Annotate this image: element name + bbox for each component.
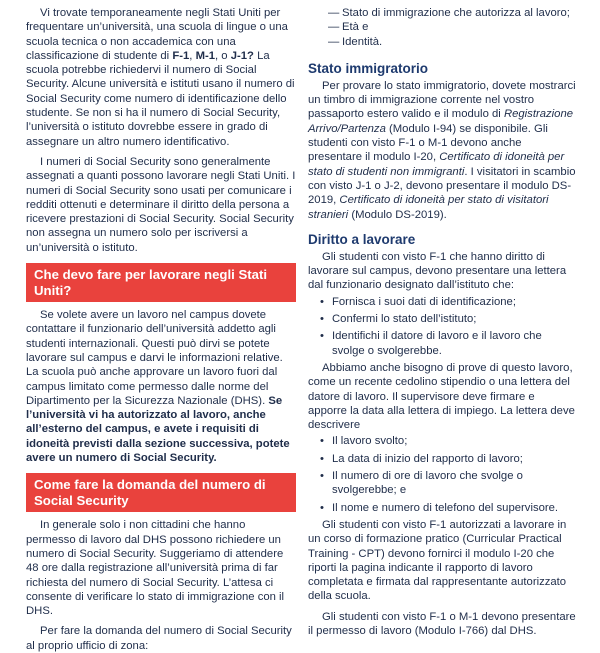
intro-paragraph [26,6,296,149]
form-name-italic: Certificato di idoneità per stato di studenti non immigranti [308,151,565,178]
visa-j1: J-1? [230,49,254,62]
list-item: — Età e [342,20,576,34]
right-column [308,6,576,638]
list-item: • Il nome e numero di telefono del supervisore. [332,501,576,515]
work-text-bold: Se l’università vi ha autorizzato al lavoro, anche all’esterno del campus, e avete i requisiti di idoneità previsti dalla sezione successiva, potete avere un numero di Social Security. [26,394,290,465]
intro-text-end: La scuola potrebbe richiedervi il numero di Social Security. Alcune università e istituti usano il numero di Social Security come numero di identificazione dello studente. Se non si ha il numero di Social Security, l’università o istituto dovrebbe essere in grado di assegnare un altro numero identificativo. [26,49,295,148]
immigration-text: (Modulo I-94) se disponibile. Gli studenti con visto F-1 o M-1 devono anche presentare il modulo I-20, [308,122,548,164]
visa-m1: M-1 [195,49,216,62]
apply-paragraph: In generale solo i non cittadini che hanno permesso di lavoro dal DHS possono richiedere un numero di Social Security. Suggeriamo di attendere 48 ore dalla registrazione all’università prima di far richiesta del numero di Social Security. L’attesa ci consente di verificare lo stato di immigrazione con il DHS. [26,519,285,618]
letter-content-list [308,434,576,514]
left-column [26,6,296,653]
proof-paragraph: Abbiamo anche bisogno di prove di questo lavoro, come un recente cedolino stipendio o una lettera del datore di lavoro. Il supervisore deve firmare e apporre la data alla lettera di impiego. La lettera deve descrivere [308,361,575,432]
list-item: • Confermi lo stato dell’istituto; [332,312,576,326]
immigration-text: . I visitatori in scambio con visto J-1 o J-2, devono presentare il modulo DS-2019, [308,165,576,207]
right-to-work-paragraph: Gli studenti con visto F-1 che hanno diritto di lavorare sul campus, devono presentare una lettera dal funzionario designato dall’istituto che: [308,250,567,292]
visa-f1: F-1 [172,49,190,62]
list-item: • Fornisca i suoi dati di identificazione; [332,295,576,309]
intro-sep: , [189,49,196,62]
form-name-italic: Certificato di idoneità per stato di visitatori stranieri [308,194,549,221]
intro-text: Vi trovate temporaneamente negli Stati Uniti per frequentare un’università, una scuola di lingue o una scuola tecnica o non accademica con una classificazione di studente di [26,7,288,62]
cpt-paragraph: Gli studenti con visto F-1 autorizzati a lavorare in un corso di formazione pratico (Curricular Practical Training - CPT) devono fornirci il modulo I-20 che riporti la pagina indicante il rapporto di lavoro completata e firmata dal rappresentante autorizzato della scuola. [308,518,567,603]
work-permit-paragraph: Gli studenti con visto F-1 o M-1 devono presentare il permesso di lavoro (Modulo I-766) dal DHS. [308,610,576,637]
ssn-assignment-paragraph: I numeri di Social Security sono generalmente assegnati a quanti possono lavorare negli Stati Uniti. I numeri di Social Security sono usati per comunicare i redditi ottenuti e determinare il diritto della persona a ricevere prestazioni di Social Security. Social Security non assegna un numero solo per iscriversi a un’università o istituto. [26,155,296,254]
immigration-paragraph [308,79,576,222]
list-item: • La data di inizio del rapporto di lavoro; [332,452,576,466]
work-text: Se volete avere un lavoro nel campus dovete contattare il funzionario dell’università addetto agli studenti internazionali. Questi può dirvi se potete lavorare sul campus e darvi le informazioni relative. La scuola può anche approvare un lavoro fuori dal campus limitato come permesso dalle norme del Dipartimento per la Sicurezza Nazionale (DHS). [26,309,283,407]
form-name-italic: Registrazione Arrivo/Partenza [308,108,574,135]
section-heading-immigration: Stato immigratorio [308,60,429,76]
intro-sep: , o [215,49,231,62]
section-heading-right-to-work: Diritto a lavorare [308,231,416,247]
list-item: • Il numero di ore di lavoro che svolge o svolgerebbe; e [332,469,576,498]
work-paragraph [26,308,296,465]
requirements-list [308,6,576,49]
apply-office-paragraph: Per fare la domanda del numero di Social Security al proprio ufficio di zona: [26,625,292,652]
immigration-text: Per provare lo stato immigratorio, dovete mostrarci un timbro di immigrazione corrente nel vostro passaporto estero valido e il modulo di [308,79,576,121]
letter-requirements-list [308,295,576,358]
section-heading-apply: Come fare la domanda del numero di Social Security [26,473,296,512]
immigration-text: (Modulo DS-2019). [348,208,447,221]
list-item: • Il lavoro svolto; [332,434,576,448]
list-item: • Identifichi il datore di lavoro e il lavoro che svolge o svolgerebbe. [332,329,576,358]
list-item: — Identità. [342,35,576,49]
section-heading-work: Che devo fare per lavorare negli Stati Uniti? [26,263,296,302]
list-item: — Stato di immigrazione che autorizza al lavoro; [342,6,576,20]
